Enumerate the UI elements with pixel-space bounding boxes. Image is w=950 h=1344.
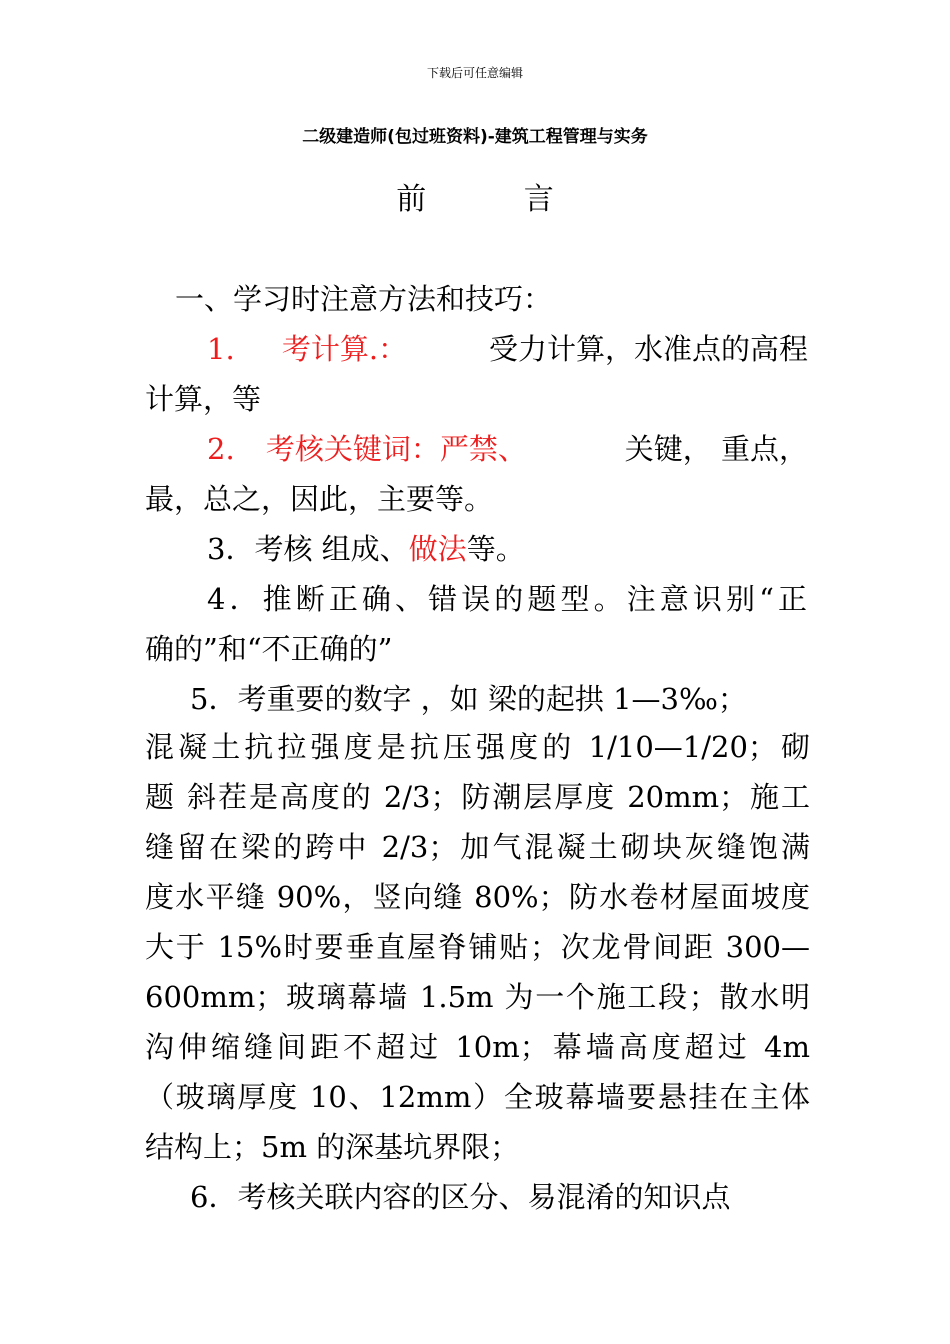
list-item-2-line-2: 最，总之，因此，主要等。 — [145, 482, 494, 516]
list-item-5-line-2: 混凝土抗拉强度是抗压强度的 1/10—1/20；砌 — [145, 730, 810, 764]
list-item-5-line-5: 度水平缝 90%，竖向缝 80%；防水卷材屋面坡度 — [145, 880, 810, 914]
list-item-5-line-10: 结构上；5m 的深基坑界限； — [145, 1130, 520, 1164]
list-item-4-line-1: 4．推断正确、错误的题型。注意识别“正 — [207, 582, 807, 616]
list-item-4-line-2: 确的”和“不正确的” — [145, 632, 393, 666]
list-item-5-line-9: （玻璃厚度 10、12mm）全玻幕墙要悬挂在主体 — [145, 1080, 810, 1114]
preface-heading: 前 言 — [396, 182, 598, 217]
list-item-2-line-1 — [145, 424, 810, 474]
list-item-1-line-1 — [145, 324, 810, 374]
list-item-5-line-3: 题 斜茬是高度的 2/3；防潮层厚度 20mm；施工 — [145, 780, 810, 814]
list-item-5-line-8: 沟伸缩缝间距不超过 10m；幕墙高度超过 4m — [145, 1030, 810, 1064]
header-note: 下载后可任意编辑 — [426, 66, 523, 80]
list-item-1-line-2: 计算，等 — [145, 382, 262, 416]
list-item-6-line-1: 6．考核关联内容的区分、易混淆的知识点 — [190, 1180, 731, 1214]
item-2-highlight: 考核关键词：严禁、 — [265, 432, 527, 466]
list-item-5-line-6: 大于 15%时要垂直屋脊铺贴；次龙骨间距 300— — [145, 930, 810, 964]
item-3-prefix: 3．考核 组成、 — [207, 532, 409, 566]
item-3-suffix: 等。 — [466, 532, 525, 566]
list-item-5-line-1: 5．考重要的数字 ，如 梁的起拱 1—3‰； — [190, 682, 747, 716]
item-2-text: 关键， 重点， — [624, 432, 808, 466]
item-1-highlight: 考计算.： — [281, 332, 408, 366]
item-2-number: 2. — [207, 432, 235, 466]
item-1-number: 1. — [207, 332, 235, 366]
list-item-5-line-7: 600mm；玻璃幕墙 1.5m 为一个施工段；散水明 — [145, 980, 810, 1014]
document-title: 二级建造师(包过班资料)-建筑工程管理与实务 — [302, 127, 648, 147]
list-item-5-line-4: 缝留在梁的跨中 2/3；加气混凝土砌块灰缝饱满 — [145, 830, 810, 864]
item-3-highlight: 做法 — [408, 532, 467, 566]
section-heading: 一、学习时注意方法和技巧： — [175, 282, 553, 316]
item-1-text: 受力计算，水准点的高程 — [488, 332, 808, 366]
list-item-3 — [207, 524, 807, 574]
